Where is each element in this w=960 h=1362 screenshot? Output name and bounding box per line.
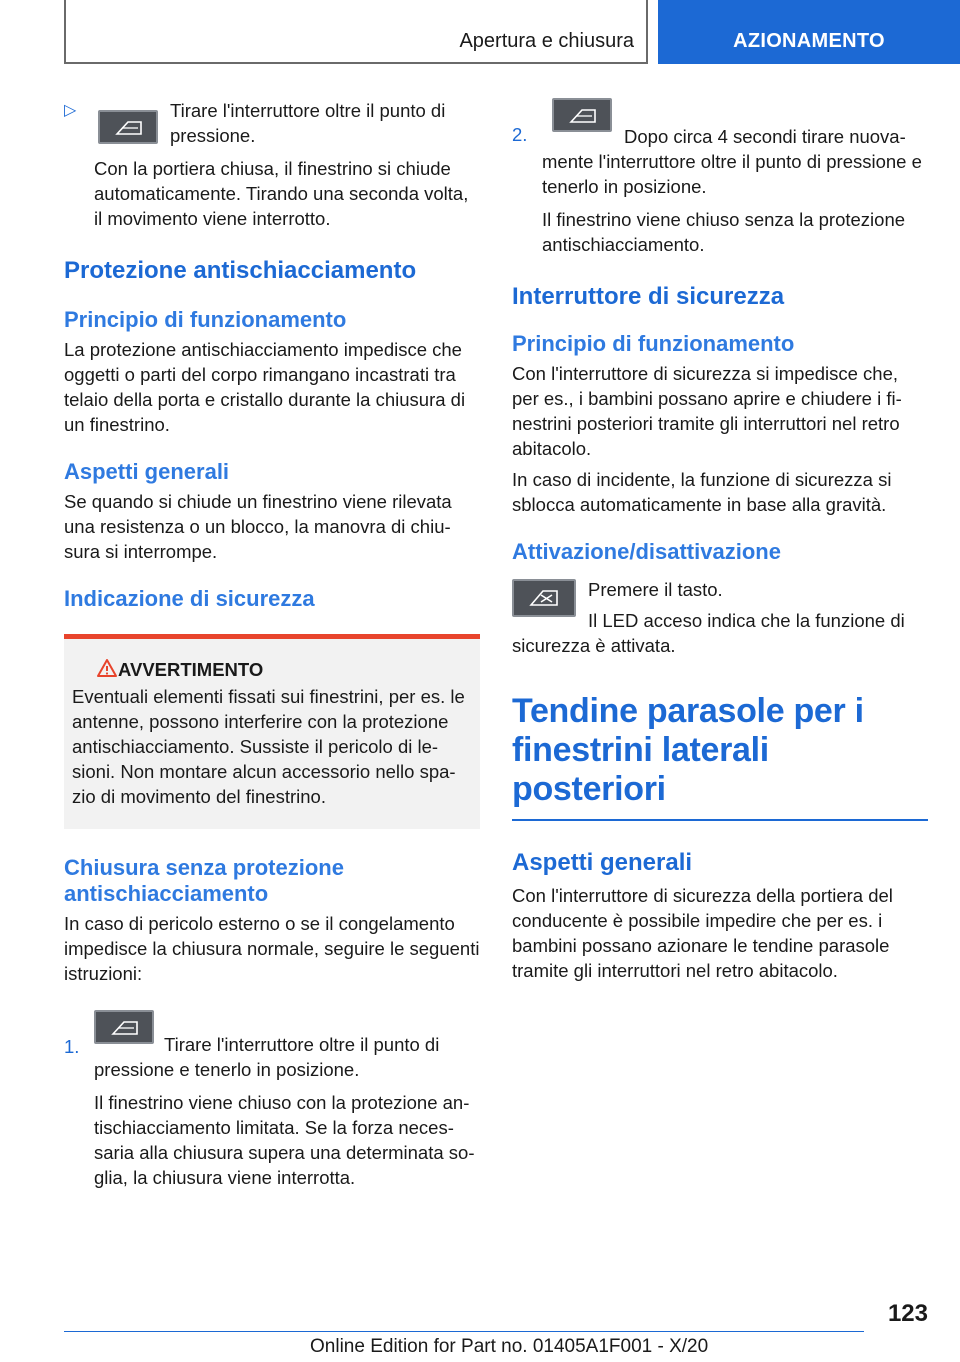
footer-divider	[64, 1331, 864, 1332]
step-2-text: Dopo circa 4 secondi tirare nuovamente l'interruttore oltre il punto di pressione e tenerlo in posizione.	[542, 126, 922, 197]
heading-underline	[512, 819, 928, 821]
edition-text: Online Edition for Part no. 01405A1F001 - X/20	[310, 1336, 709, 1357]
window-switch-icon	[98, 110, 158, 144]
principio-text: La protezione antischiacciamento impedisce che oggetti o parti del corpo rimangano incastrati tra telaio della porta e cristallo durante la chiusura di un finestrino.	[64, 339, 466, 435]
step-1-paragraph: Il finestrino viene chiuso con la protezione antischiacciamento limitata. Se la forza necessaria alla chiusura supera una determinata soglia, la chiusura viene interrotta.	[94, 1092, 475, 1188]
heading-principio: Principio di funzionamento	[512, 331, 795, 356]
premere-text: Premere il tasto.	[588, 579, 723, 600]
right-column	[512, 98, 928, 983]
warning-box	[64, 634, 480, 829]
chapter-title: AZIONAMENTO	[733, 30, 885, 52]
step-number: 2.	[512, 124, 528, 145]
heading-tendine: Tendine parasole per i finestrini laterali posteriori	[512, 692, 864, 808]
warning-text: Eventuali elementi fissati sui finestrini, per es. le antenne, possono interferire con la protezione antischiacciamento. Sussiste il pericolo di lesioni. Non montare alcun accessorio nello spazio di movimento del finestrino.	[72, 686, 465, 807]
warning-title: AVVERTIMENTO	[72, 657, 472, 682]
incidente-text: In caso di incidente, la funzione di sicurezza si sblocca automaticamente in base alla gravità.	[512, 469, 892, 515]
window-switch-icon	[94, 1010, 154, 1044]
aspetti-text: Con l'interruttore di sicurezza della portiera del conducente è possibile impedire che per es. i bambini possano azionare le tendine parasole tramite gli interruttori nel retro abitacolo.	[512, 885, 893, 981]
section-title: Apertura e chiusura	[459, 30, 634, 52]
aspetti-text: Se quando si chiude un finestrino viene rilevata una resistenza o un blocco, la manovra di chiusura si interrompe.	[64, 491, 452, 562]
section-tab	[64, 0, 648, 64]
led-text: Il LED acceso indica che la funzione di sicurezza è attivata.	[512, 610, 905, 656]
intro-paragraph: Con la portiera chiusa, il finestrino si chiude automaticamente. Tirando una seconda volta, il movimento viene interrotto.	[94, 158, 469, 229]
heading-aspetti: Aspetti generali	[512, 849, 693, 876]
left-column	[64, 98, 480, 1190]
heading-attivazione: Attivazione/disattivazione	[512, 539, 781, 564]
child-lock-switch-icon	[512, 579, 576, 617]
chiusura-text: In caso di pericolo esterno o se il congelamento impedisce la chiusura normale, seguire le seguenti istruzioni:	[64, 913, 480, 984]
step-2-paragraph: Il finestrino viene chiuso senza la protezione antischiacciamento.	[542, 209, 906, 255]
principio-text: Con l'interruttore di sicurezza si impedisce che, per es., i bambini possano aprire e chiudere i finestrini posteriori tramite gli interruttori nel retro abitacolo.	[512, 363, 902, 459]
warning-triangle-icon	[96, 658, 118, 678]
intro-text: Tirare l'interruttore oltre il punto di pressione.	[170, 100, 446, 146]
heading-interruttore: Interruttore di sicurezza	[512, 283, 785, 310]
triangle-marker-icon: ▷	[64, 102, 77, 119]
step-1-text: Tirare l'interruttore oltre il punto di pressione e tenerlo in posizione.	[94, 1034, 440, 1080]
page-header	[0, 0, 960, 66]
heading-protezione: Protezione antischiacciamento	[64, 257, 417, 284]
intro-step	[64, 98, 480, 148]
attivazione-block	[512, 577, 928, 658]
heading-indicazione: Indicazione di sicurezza	[64, 586, 315, 611]
window-switch-icon	[552, 98, 612, 132]
step-1	[64, 1010, 480, 1190]
step-number: 1.	[64, 1036, 80, 1057]
step-2	[512, 98, 928, 257]
heading-aspetti: Aspetti generali	[64, 459, 230, 484]
chapter-tab	[658, 0, 960, 64]
heading-principio: Principio di funzionamento	[64, 307, 347, 332]
heading-chiusura: Chiusura senza protezione antischiacciamento	[64, 855, 344, 906]
page-number: 123	[887, 1300, 928, 1327]
